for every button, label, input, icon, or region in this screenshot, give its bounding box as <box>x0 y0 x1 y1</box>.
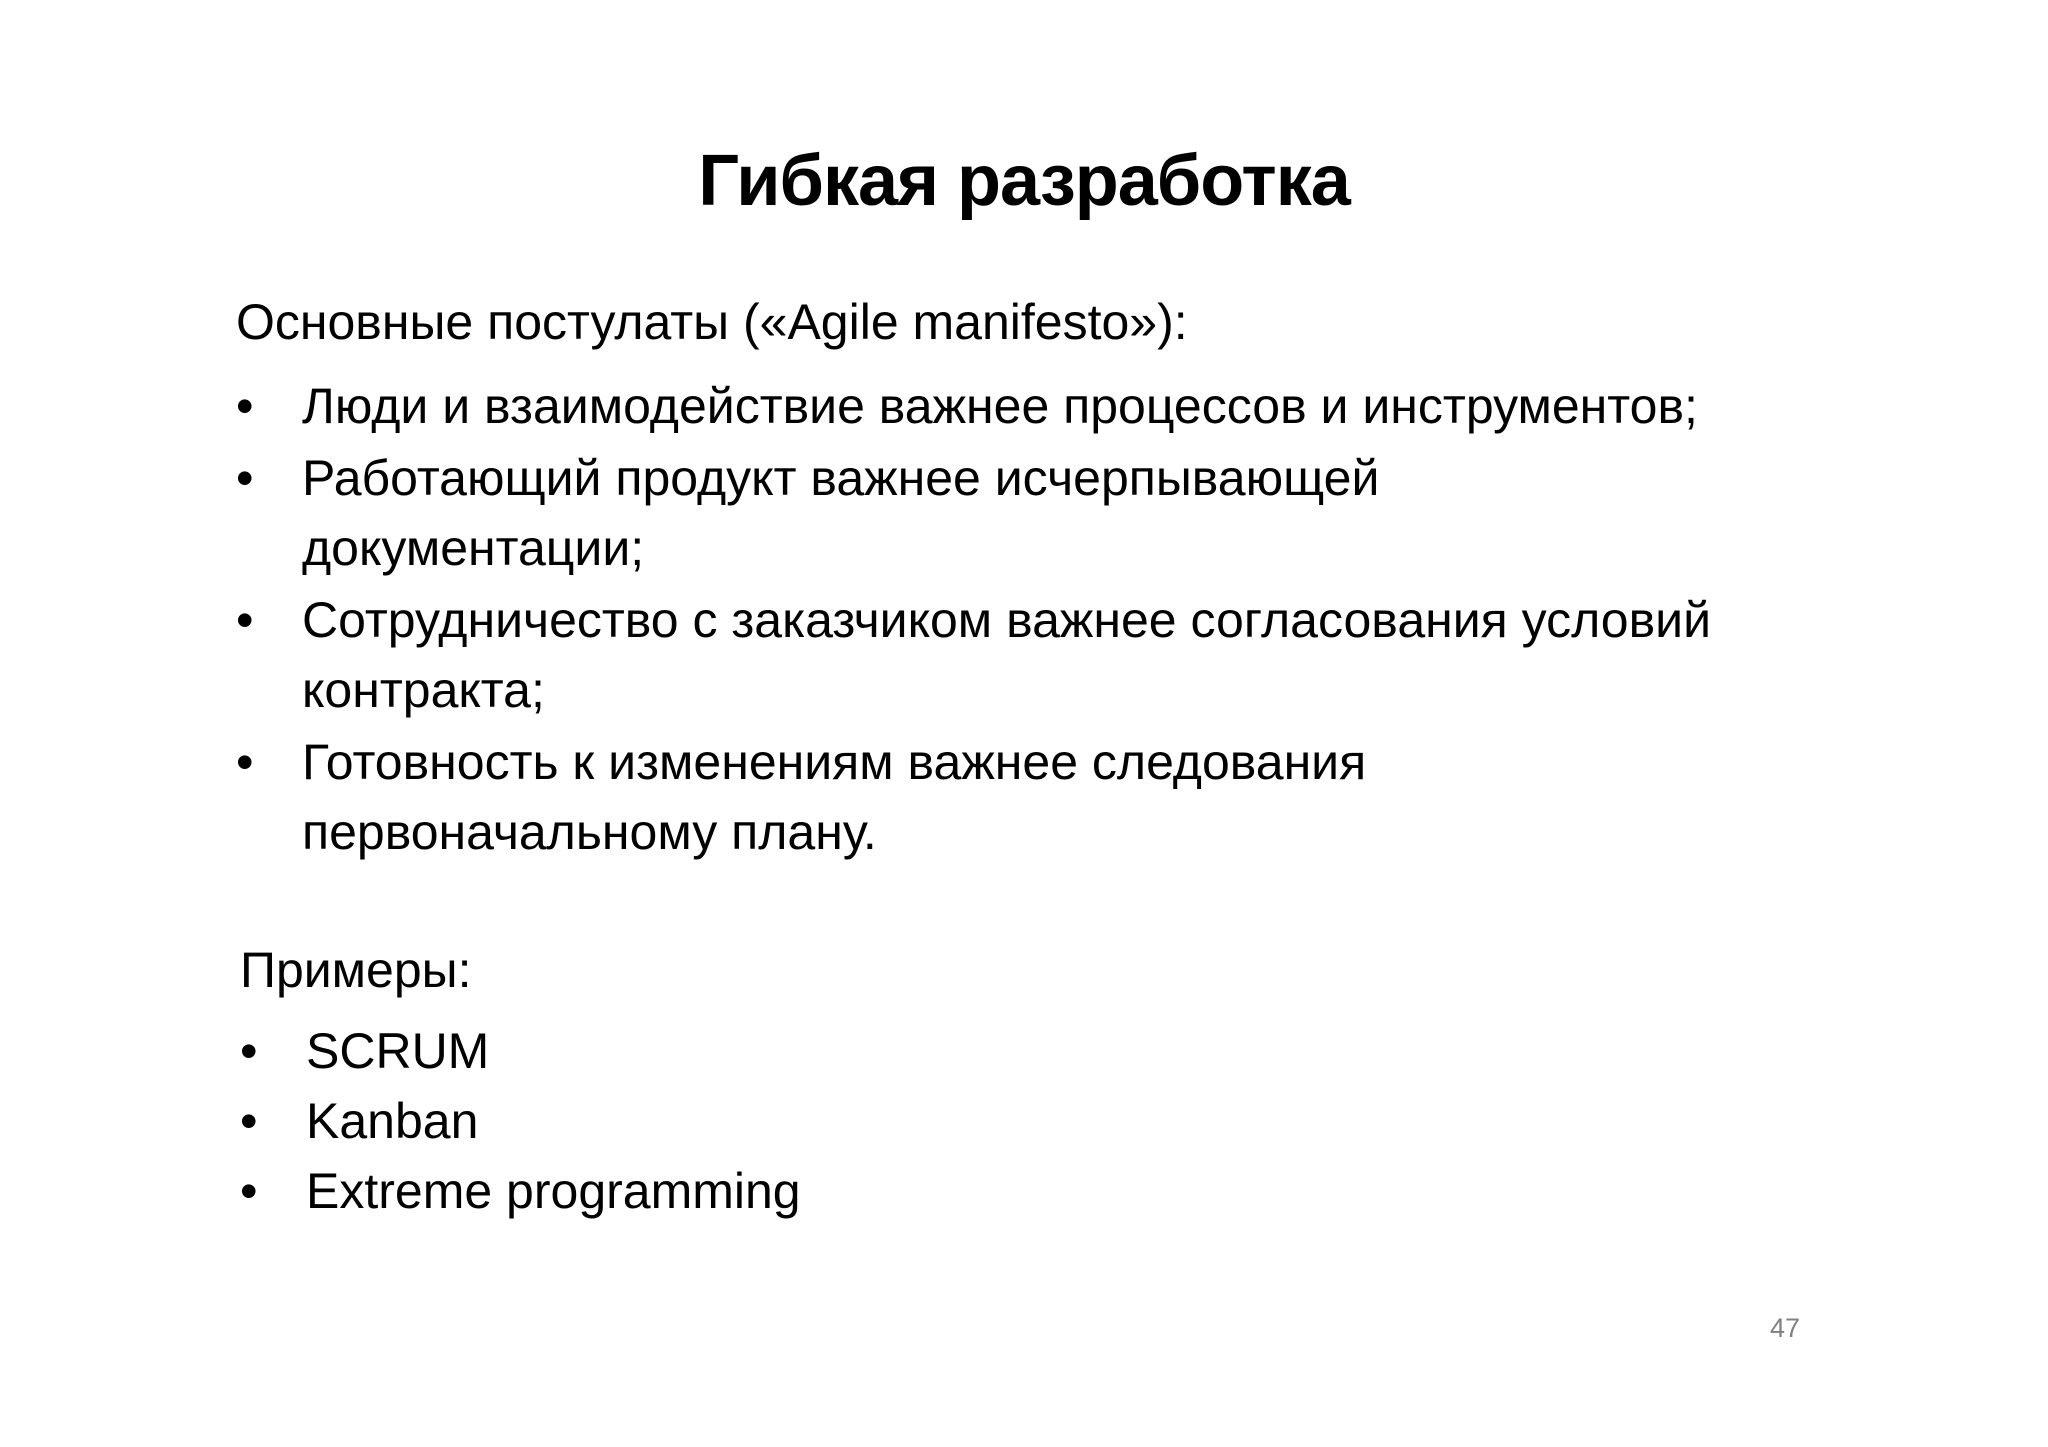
example-text: Extreme programming <box>306 1163 801 1219</box>
bullet-icon: • <box>240 1023 258 1079</box>
principle-text-continuation: документации; <box>302 520 645 576</box>
list-item <box>236 443 1711 583</box>
bullet-icon: • <box>236 734 254 790</box>
principle-text: Работающий продукт важнее исчерпывающей <box>302 450 1380 506</box>
examples-heading: Примеры: <box>240 942 472 998</box>
principle-text: Сотрудничество с заказчиком важнее согласования условий <box>302 592 1712 648</box>
principles-heading: Основные постулаты («Agile manifesto»): <box>236 294 1188 350</box>
principles-list <box>236 371 1711 869</box>
slide-title: Гибкая разработка <box>698 141 1350 221</box>
principle-text: Люди и взаимодействие важнее процессов и инструментов; <box>302 378 1698 434</box>
bullet-icon: • <box>236 378 254 434</box>
principle-text-continuation: первоначальному плану. <box>302 804 877 860</box>
list-item <box>236 371 1711 441</box>
list-item <box>240 1016 801 1086</box>
bullet-icon: • <box>236 592 254 648</box>
example-text: SCRUM <box>306 1023 490 1079</box>
list-item <box>236 585 1711 725</box>
principle-text: Готовность к изменениям важнее следования <box>302 734 1367 790</box>
example-text: Kanban <box>306 1093 479 1149</box>
list-item <box>240 1086 801 1156</box>
bullet-icon: • <box>240 1093 258 1149</box>
principle-text-continuation: контракта; <box>302 662 545 718</box>
list-item <box>240 1156 801 1226</box>
list-item <box>236 727 1711 867</box>
page-number: 47 <box>1770 1313 1801 1343</box>
examples-list <box>240 1016 801 1226</box>
bullet-icon: • <box>236 450 254 506</box>
bullet-icon: • <box>240 1163 258 1219</box>
